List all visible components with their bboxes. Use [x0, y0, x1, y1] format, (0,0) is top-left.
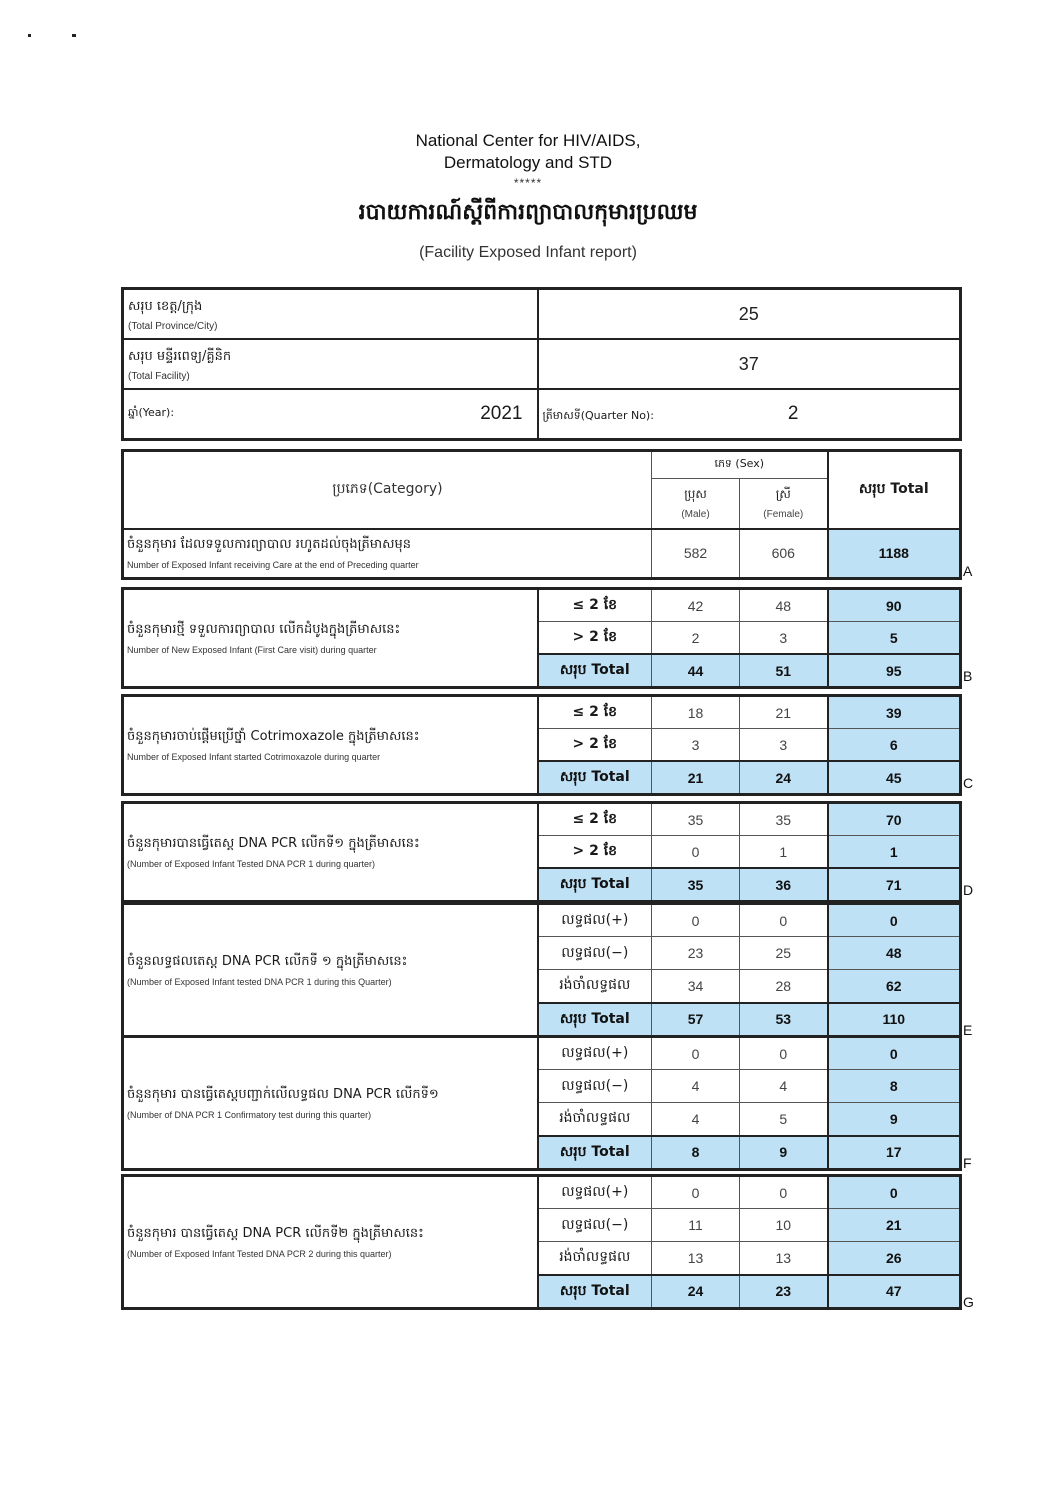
section-label-kh: ចំនួនលទ្ធផលតេស្ត DNA PCR លើកទី ១ ក្នុងត្រីមាសនេះ — [127, 953, 408, 969]
row-label: លទ្ធផល(+) — [538, 904, 652, 937]
section-letter-c: C — [963, 775, 974, 791]
section-letter-e: E — [963, 1022, 973, 1038]
section-a-label-en: Number of Exposed Infant receiving Care at the end of Preceding quarter — [127, 560, 419, 571]
row-label: រង់ចាំលទ្ធផល — [538, 970, 652, 1003]
female-value: 3 — [740, 729, 828, 762]
org-line-2: Dermatology and STD — [443, 153, 613, 172]
section-label — [123, 1176, 538, 1309]
total-value: 39 — [828, 696, 961, 729]
row-label: រង់ចាំលទ្ធផល — [538, 1242, 652, 1275]
female-value: 0 — [740, 1176, 828, 1209]
section-label-en: (Number of Exposed Infant tested DNA PCR 1 during this Quarter) — [127, 976, 392, 987]
section-letter-d: D — [963, 882, 974, 898]
section-label — [123, 1037, 538, 1170]
section-g-table — [121, 1174, 962, 1310]
row-label: សរុប Total — [538, 654, 652, 688]
header-male — [652, 479, 740, 529]
quarter-value: 2 — [787, 403, 799, 424]
row-label: ≤ 2 ខែ — [538, 696, 652, 729]
province-row — [123, 289, 961, 340]
section-label-kh: ចំនួនកុមារ បានធ្វើតេស្ត DNA PCR លើកទី២ ក្នុងត្រីមាសនេះ — [127, 1225, 424, 1241]
province-label — [123, 289, 538, 340]
total-value: 62 — [828, 970, 961, 1003]
total-value: 110 — [828, 1003, 961, 1037]
row-label: សរុប Total — [538, 761, 652, 795]
male-value: 0 — [652, 904, 740, 937]
section-label-en: (Number of Exposed Infant Tested DNA PCR 2 during this quarter) — [127, 1248, 392, 1259]
male-value: 24 — [652, 1275, 740, 1309]
separator-stars: ***** — [513, 176, 543, 190]
total-value: 0 — [828, 904, 961, 937]
facility-value: 37 — [538, 339, 961, 389]
section-label-kh: ចំនួនកុមារ បានធ្វើតេស្តបញ្ជាក់លើលទ្ធផល DNA PCR លើកទី១ — [127, 1086, 439, 1102]
female-value: 0 — [740, 1037, 828, 1070]
header-row-1 — [123, 451, 961, 479]
female-value: 5 — [740, 1103, 828, 1136]
female-value: 48 — [740, 589, 828, 622]
male-value: 4 — [652, 1070, 740, 1103]
year-quarter-row — [123, 389, 961, 440]
year-cell — [123, 389, 538, 440]
year-value: 2021 — [480, 403, 523, 424]
year-label: ឆ្នាំ(Year): — [128, 406, 175, 419]
quarter-cell — [538, 389, 961, 440]
total-value: 0 — [828, 1037, 961, 1070]
male-value: 18 — [652, 696, 740, 729]
male-value: 8 — [652, 1136, 740, 1170]
section-b-table — [121, 587, 962, 689]
female-value: 23 — [740, 1275, 828, 1309]
male-value: 57 — [652, 1003, 740, 1037]
total-value: 26 — [828, 1242, 961, 1275]
section-label-en: (Number of Exposed Infant Tested DNA PCR 1 during quarter) — [127, 859, 375, 869]
header-male-en: (Male) — [681, 509, 710, 521]
section-letter-f: F — [963, 1155, 972, 1171]
row-label: > 2 ខែ — [538, 729, 652, 762]
header-total: សរុប Total — [828, 451, 961, 529]
male-value: 44 — [652, 654, 740, 688]
male-value: 35 — [652, 803, 740, 836]
total-value: 45 — [828, 761, 961, 795]
province-label-kh: សរុប ខេត្ត/ក្រុង — [128, 299, 203, 314]
female-value: 4 — [740, 1070, 828, 1103]
male-value: 35 — [652, 868, 740, 902]
section-a-label — [123, 529, 652, 579]
row-label: សរុប Total — [538, 1136, 652, 1170]
section-label-en: Number of New Exposed Infant (First Care visit) during quarter — [127, 645, 377, 655]
female-value: 28 — [740, 970, 828, 1003]
header-female-kh: ស្រី — [775, 487, 791, 502]
header-female — [740, 479, 828, 529]
report-info-table — [121, 287, 962, 441]
female-value: 13 — [740, 1242, 828, 1275]
total-value: 0 — [828, 1176, 961, 1209]
section-letter-b: B — [963, 668, 973, 684]
male-value: 0 — [652, 836, 740, 869]
male-value: 4 — [652, 1103, 740, 1136]
row-label: សរុប Total — [538, 868, 652, 902]
facility-label — [123, 339, 538, 389]
total-value: 21 — [828, 1209, 961, 1242]
section-f-table — [121, 1035, 962, 1171]
row-label: សរុប Total — [538, 1003, 652, 1037]
section-d-table — [121, 801, 962, 903]
total-value: 8 — [828, 1070, 961, 1103]
section-row — [123, 1176, 961, 1209]
total-value: 48 — [828, 937, 961, 970]
section-a-female: 606 — [740, 529, 828, 579]
section-e-table — [121, 902, 962, 1038]
section-c-table — [121, 694, 962, 796]
section-label-kh: ចំនួនកុមារបានធ្វើតេស្ត DNA PCR លើកទី១ ក្នុងត្រីមាសនេះ — [127, 836, 420, 851]
section-label-kh: ចំនួនកុមារចាប់ផ្តើមប្រើថ្នាំ Cotrimoxazole ក្នុងត្រីមាសនេះ — [127, 729, 420, 744]
male-value: 3 — [652, 729, 740, 762]
section-a-male: 582 — [652, 529, 740, 579]
header-female-en: (Female) — [763, 509, 804, 521]
section-label-en: (Number of DNA PCR 1 Confirmatory test during this quarter) — [127, 1109, 372, 1120]
facility-label-en: (Total Facility) — [128, 371, 190, 382]
section-a-row — [123, 529, 961, 579]
total-value: 17 — [828, 1136, 961, 1170]
row-label: ≤ 2 ខែ — [538, 589, 652, 622]
male-value: 0 — [652, 1037, 740, 1070]
section-row — [123, 589, 961, 622]
male-value: 11 — [652, 1209, 740, 1242]
province-label-en: (Total Province/City) — [128, 321, 218, 332]
row-label: លទ្ធផល(−) — [538, 1209, 652, 1242]
scan-artifact — [26, 34, 76, 40]
total-value: 71 — [828, 868, 961, 902]
quarter-label: ត្រីមាសទី(Quarter No): — [542, 409, 654, 422]
row-label: សរុប Total — [538, 1275, 652, 1309]
row-label: ≤ 2 ខែ — [538, 803, 652, 836]
female-value: 24 — [740, 761, 828, 795]
total-value: 90 — [828, 589, 961, 622]
row-label: លទ្ធផល(−) — [538, 937, 652, 970]
section-a-label-kh: ចំនួនកុមារ ដែលទទួលការព្យាបាល រហូតដល់ចុងត្រីមាសមុន — [127, 537, 412, 553]
male-value: 2 — [652, 622, 740, 655]
female-value: 0 — [740, 904, 828, 937]
section-label — [123, 696, 538, 795]
total-value: 70 — [828, 803, 961, 836]
total-value: 1 — [828, 836, 961, 869]
male-value: 21 — [652, 761, 740, 795]
org-line-1: National Center for HIV/AIDS, — [415, 131, 641, 150]
female-value: 10 — [740, 1209, 828, 1242]
male-value: 13 — [652, 1242, 740, 1275]
row-label: លទ្ធផល(+) — [538, 1176, 652, 1209]
header-sex: ភេទ (Sex) — [652, 451, 828, 479]
section-a-total: 1188 — [828, 529, 961, 579]
total-value: 5 — [828, 622, 961, 655]
row-label: > 2 ខែ — [538, 836, 652, 869]
female-value: 1 — [740, 836, 828, 869]
female-value: 35 — [740, 803, 828, 836]
female-value: 36 — [740, 868, 828, 902]
male-value: 0 — [652, 1176, 740, 1209]
facility-row — [123, 339, 961, 389]
row-label: រង់ចាំលទ្ធផល — [538, 1103, 652, 1136]
total-value: 6 — [828, 729, 961, 762]
total-value: 9 — [828, 1103, 961, 1136]
total-value: 95 — [828, 654, 961, 688]
row-label: > 2 ខែ — [538, 622, 652, 655]
section-label-kh: ចំនួនកុមារថ្មី ទទួលការព្យាបាល លើកដំបូងក្នុងត្រីមាសនេះ — [127, 622, 401, 637]
female-value: 3 — [740, 622, 828, 655]
facility-label-kh: សរុប មន្ទីរពេទ្យ/គ្លីនិក — [128, 349, 232, 364]
section-label — [123, 904, 538, 1037]
female-value: 53 — [740, 1003, 828, 1037]
male-value: 42 — [652, 589, 740, 622]
header-male-kh: ប្រុស — [684, 487, 707, 502]
female-value: 51 — [740, 654, 828, 688]
male-value: 23 — [652, 937, 740, 970]
header-category: ប្រភេទ(Category) — [123, 451, 652, 529]
row-label: លទ្ធផល(+) — [538, 1037, 652, 1070]
row-label: លទ្ធផល(−) — [538, 1070, 652, 1103]
section-row — [123, 803, 961, 836]
section-row — [123, 1037, 961, 1070]
column-header-table — [121, 449, 962, 580]
female-value: 21 — [740, 696, 828, 729]
organization-name — [0, 130, 1056, 174]
section-row — [123, 696, 961, 729]
total-value: 47 — [828, 1275, 961, 1309]
female-value: 25 — [740, 937, 828, 970]
province-value: 25 — [538, 289, 961, 340]
section-label-en: Number of Exposed Infant started Cotrimoxazole during quarter — [127, 752, 381, 762]
section-row — [123, 904, 961, 937]
section-label — [123, 589, 538, 688]
report-title-khmer: របាយការណ៍ស្តីពីការព្យាបាលកុមារប្រឈម — [358, 200, 698, 225]
section-label — [123, 803, 538, 902]
female-value: 9 — [740, 1136, 828, 1170]
report-subtitle: (Facility Exposed Infant report) — [419, 244, 637, 261]
section-letter-a: A — [963, 563, 973, 579]
male-value: 34 — [652, 970, 740, 1003]
section-letter-g: G — [963, 1294, 974, 1310]
